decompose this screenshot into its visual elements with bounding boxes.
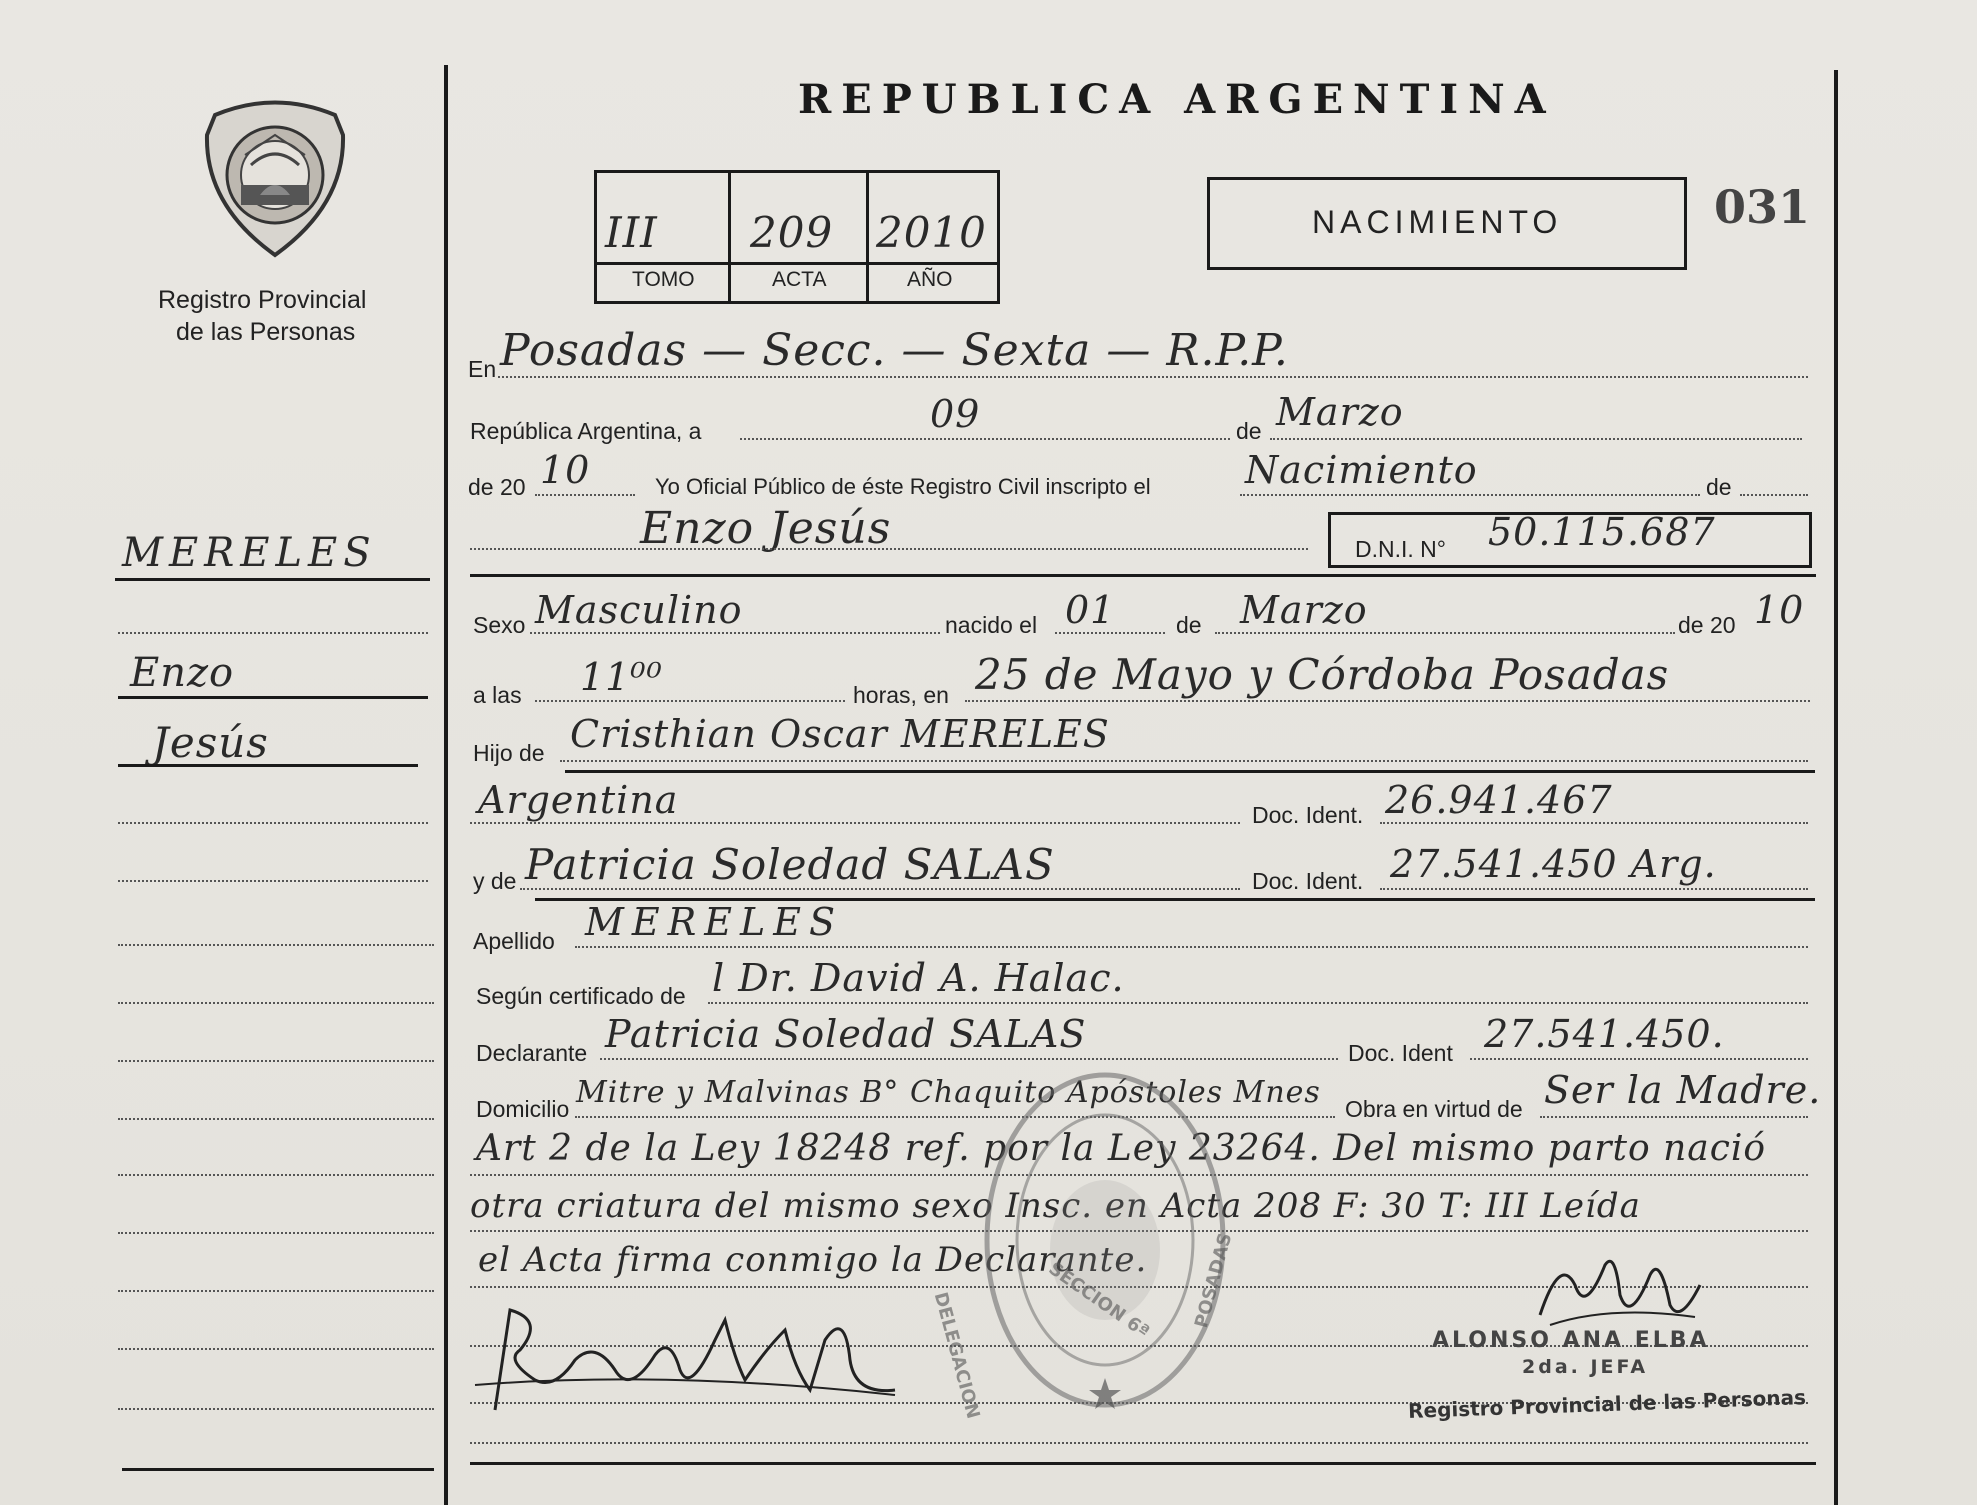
sexo-value: Masculino xyxy=(535,588,743,632)
madre-doc-line xyxy=(1380,888,1808,890)
official-stamp-icon xyxy=(975,1060,1235,1420)
alas-line xyxy=(535,700,845,702)
doc-label-2: Doc. Ident. xyxy=(1252,868,1364,894)
month-line xyxy=(1270,438,1802,440)
obra-line xyxy=(1540,1116,1808,1118)
note-line-2: otra criatura del mismo sexo Insc. en Acta 208 F: 30 T: III Leída xyxy=(470,1186,1641,1226)
stamp-line-2: SECCION 6ª xyxy=(1044,1258,1154,1343)
margin-rule-3 xyxy=(118,764,418,767)
dni-label: D.N.I. N° xyxy=(1355,536,1446,562)
ano-label: AÑO xyxy=(907,268,953,291)
right-border xyxy=(1834,70,1838,1505)
certificado-line xyxy=(708,1002,1808,1004)
section-divider-1 xyxy=(470,574,1816,577)
note-line-3: el Acta firma conmigo la Declarante. xyxy=(478,1240,1148,1280)
margin-rule-2 xyxy=(118,696,428,699)
nacido-year: 10 xyxy=(1754,588,1805,632)
yde-label: y de xyxy=(473,868,517,894)
declarante-doc: 27.541.450. xyxy=(1484,1012,1725,1056)
margin-given-1: Enzo xyxy=(130,650,235,696)
misiones-seal-icon xyxy=(195,95,355,260)
nacido-line xyxy=(1055,632,1165,634)
padre-line xyxy=(560,760,1808,762)
name-line xyxy=(470,548,1308,550)
domicilio-value: Mitre y Malvinas B° Chaquito Apóstoles Mnes xyxy=(576,1075,1321,1110)
declarante-label: Declarante xyxy=(476,1040,588,1066)
acta-label: ACTA xyxy=(772,268,827,291)
republica-label: República Argentina, a xyxy=(470,418,702,444)
stamp-line-1: DELEGACION xyxy=(929,1290,984,1421)
note-line-1: Art 2 de la Ley 18248 ref. por la Ley 23264. Del mismo parto nació xyxy=(476,1128,1767,1169)
padre-doc: 26.941.467 xyxy=(1385,778,1613,822)
bottom-divider xyxy=(470,1462,1816,1465)
de20-label: de 20 xyxy=(468,474,526,500)
certificado-label: Según certificado de xyxy=(476,983,686,1009)
domicilio-label: Domicilio xyxy=(476,1096,570,1122)
margin-dots-10 xyxy=(118,1290,434,1292)
tomo-label: TOMO xyxy=(632,268,695,291)
de-line-2 xyxy=(1740,494,1808,496)
margin-dots-12 xyxy=(118,1408,434,1410)
record-number: 031 xyxy=(1714,180,1811,234)
margin-bottom-rule xyxy=(122,1468,434,1471)
margin-dots-8 xyxy=(118,1174,434,1176)
margin-surname: MERELES xyxy=(122,530,377,576)
en-label: En xyxy=(468,356,497,382)
margin-rule-1 xyxy=(115,578,430,581)
doc-label-3: Doc. Ident xyxy=(1348,1040,1453,1066)
apellido-value: MERELES xyxy=(585,900,844,944)
inscripto-value: Nacimiento xyxy=(1245,448,1478,492)
lugar-value: 25 de Mayo y Córdoba Posadas xyxy=(975,650,1670,699)
official-name: ALONSO ANA ELBA xyxy=(1432,1328,1710,1353)
margin-dots-7 xyxy=(118,1118,434,1120)
note-rule-6 xyxy=(470,1442,1808,1444)
margin-dots-9 xyxy=(118,1232,434,1234)
margin-dots-2 xyxy=(118,822,428,824)
stamp-line-3: POSADAS xyxy=(1190,1230,1237,1331)
margin-dots-6 xyxy=(118,1060,434,1062)
name-value: Enzo Jesús xyxy=(640,503,892,554)
official-org: Registro Provincial de las Personas xyxy=(1407,1385,1807,1423)
horas-label: horas, en xyxy=(853,682,949,708)
alas-label: a las xyxy=(473,682,522,708)
declarant-signature-icon xyxy=(465,1300,905,1430)
inscripto-line xyxy=(1240,494,1700,496)
year-line xyxy=(535,494,635,496)
nacido-label: nacido el xyxy=(945,612,1038,638)
sexo-label: Sexo xyxy=(473,612,526,638)
declarant-signature xyxy=(540,1440,545,1441)
padre-nat-line xyxy=(470,822,1240,824)
doc-label-1: Doc. Ident. xyxy=(1252,802,1364,828)
madre-line xyxy=(520,888,1240,890)
de20-label-2: de 20 xyxy=(1678,612,1736,638)
padre-nationality: Argentina xyxy=(478,778,679,822)
en-line xyxy=(498,376,1808,378)
margin-dots-1 xyxy=(118,632,428,634)
nacido-month-line xyxy=(1215,632,1675,634)
seal-text-top xyxy=(240,100,247,101)
apellido-label: Apellido xyxy=(473,928,555,954)
margin-dots-4 xyxy=(118,944,434,946)
day-value: 09 xyxy=(930,392,981,436)
sexo-line xyxy=(530,632,940,634)
record-box-divider-1 xyxy=(728,170,731,304)
left-column-divider xyxy=(444,65,448,1505)
nacido-month: Marzo xyxy=(1240,588,1368,632)
apellido-line xyxy=(575,946,1808,948)
record-box-divider-2 xyxy=(866,170,869,304)
alas-value: 11⁰⁰ xyxy=(580,655,663,699)
padre-value: Cristhian Oscar MERELES xyxy=(570,712,1110,756)
margin-given-2: Jesús xyxy=(152,718,269,767)
padre-doc-line xyxy=(1380,822,1808,824)
oficial-label: Yo Oficial Público de éste Registro Civil inscripto el xyxy=(655,474,1151,499)
ano-value: 2010 xyxy=(876,208,987,257)
year-value: 10 xyxy=(540,448,591,492)
page-title: REPUBLICA ARGENTINA xyxy=(798,76,1556,123)
official-signature-icon xyxy=(1530,1245,1710,1340)
obra-label: Obra en virtud de xyxy=(1345,1096,1523,1122)
record-type-label: NACIMIENTO xyxy=(1312,204,1563,240)
record-box-label-divider xyxy=(594,262,1000,265)
hijo-label: Hijo de xyxy=(473,740,545,766)
tomo-value: III xyxy=(605,208,658,257)
de-label: de xyxy=(1236,418,1262,444)
declarante-doc-line xyxy=(1470,1058,1808,1060)
en-value: Posadas — Secc. — Sexta — R.P.P. xyxy=(500,325,1289,376)
obra-value: Ser la Madre. xyxy=(1544,1068,1822,1112)
registry-name-line2: de las Personas xyxy=(176,318,356,346)
section-divider-2 xyxy=(565,770,1815,773)
de-label-2: de xyxy=(1706,474,1732,500)
dni-value: 50.115.687 xyxy=(1488,510,1716,554)
official-title: 2da. JEFA xyxy=(1522,1356,1649,1378)
month-value: Marzo xyxy=(1276,390,1404,434)
declarante-value: Patricia Soledad SALAS xyxy=(605,1012,1087,1056)
seal-text-bottom xyxy=(240,240,245,241)
registry-name-line1: Registro Provincial xyxy=(158,286,367,314)
margin-dots-3 xyxy=(118,880,428,882)
certificado-value: l Dr. David A. Halac. xyxy=(712,956,1125,1000)
margin-dots-11 xyxy=(118,1348,434,1350)
lugar-line xyxy=(965,700,1810,702)
acta-value: 209 xyxy=(750,208,834,257)
madre-doc: 27.541.450 Arg. xyxy=(1390,842,1717,886)
day-line xyxy=(740,438,1230,440)
margin-dots-5 xyxy=(118,1002,434,1004)
madre-value: Patricia Soledad SALAS xyxy=(525,840,1055,889)
nacido-value: 01 xyxy=(1065,588,1116,632)
de-label-3: de xyxy=(1176,612,1202,638)
